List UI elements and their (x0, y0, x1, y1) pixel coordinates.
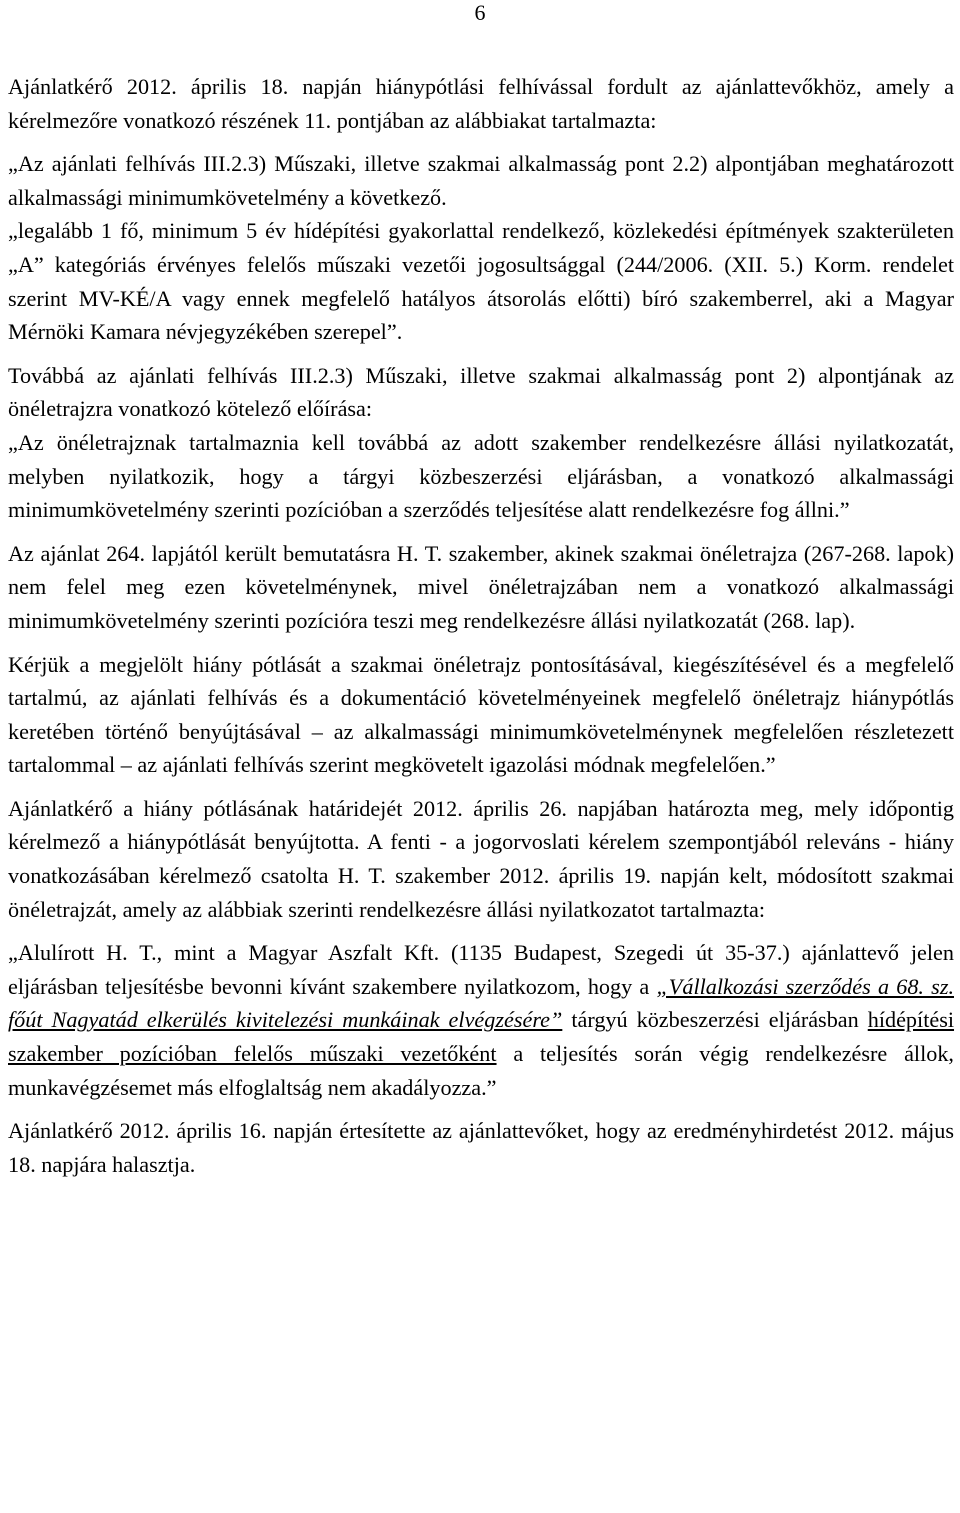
paragraph-quote-criteria: „legalább 1 fő, minimum 5 év hídépítési gyakorlattal rendelkező, közlekedési építmények szakterületen „A” kategóriás érvényes felelős műszaki vezetői jogosultsággal (244/2006. (XII. 5.) Korm. rendelet szerint MV-KÉ/A vagy ennek megfelelő hatályos átsorolás előtti) bíró szakemberrel, aki a Magyar Mérnöki Kamara névjegyzékében szerepel”. (8, 218, 954, 345)
declaration-text-3: a teljesítés során végig rendelkezésre állok, munkavégzésemet más elfoglaltság nem akadályozza.” (8, 1041, 954, 1100)
paragraph-deadline: Ajánlatkérő a hiány pótlásának határidejét 2012. április 26. napjában határozta meg, mely időpontig kérelmező a hiánypótlását benyújtotta. A fenti - a jogorvoslati kérelem szempontjából releváns - hiány vonatkozásában kérelmező csatolta H. T. szakember 2012. április 19. napján kelt, módosított szakmai önéletrajzát, amely az alábbiak szerinti rendelkezésre állási nyilatkozatot tartalmazta: (8, 795, 954, 922)
paragraph-declaration (8, 936, 954, 1104)
document-body (8, 70, 954, 1191)
paragraph-further: Továbbá az ajánlati felhívás III.2.3) Műszaki, illetve szakmai alkalmasság pont 2) alpontjának az önéletrajzra vonatkozó kötelező előírása: (8, 362, 954, 422)
contract-title: „Vállalkozási szerződés a 68. sz. főút Nagyatád elkerülés kivitelezési munkáinak elvégzésére” (8, 973, 954, 1033)
paragraph-request: Kérjük a megjelölt hiány pótlását a szakmai önéletrajz pontosításával, kiegészítésével és a megfelelő tartalmú, az ajánlati felhívás és a dokumentáció követelményeinek megfelelő önéletrajz hiánypótlás keretében történő benyújtásával – az alkalmassági minimumkövetelménynek megfelelően részletezett tartalommal – az ajánlati felhívás szerint megkövetelt igazolási módnak megfelelően.” (8, 651, 954, 778)
page-number: 6 (474, 0, 486, 25)
position-title: hídépítési szakember pozícióban felelős műszaki vezetőként (8, 1007, 955, 1067)
paragraph-cv-requirement: „Az önéletrajznak tartalmaznia kell továbbá az adott szakember rendelkezésre állási nyilatkozatát, melyben nyilatkozik, hogy a tárgyi közbeszerzési eljárásban, a vonatkozó alkalmassági minimumkövetelmény szerinti pozícióban a szerződés teljesítése alatt rendelkezésre fog állni.” (8, 429, 954, 523)
paragraph-quote-requirement: „Az ajánlati felhívás III.2.3) Műszaki, illetve szakmai alkalmasság pont 2.2) alpontjában meghatározott alkalmassági minimumkövetelmény a következő. (8, 151, 954, 210)
declaration-text-2: tárgyú közbeszerzési eljárásban (562, 1007, 868, 1033)
paragraph-intro: Ajánlatkérő 2012. április 18. napján hiánypótlási felhívással fordult az ajánlattevőkhöz, amely a kérelmezőre vonatkozó részének 11. pontjában az alábbiakat tartalmazta: (8, 74, 954, 133)
paragraph-offer-pages: Az ajánlat 264. lapjától került bemutatásra H. T. szakember, akinek szakmai önéletrajza (267-268. lapok) nem felel meg ezen követelménynek, mivel önéletrajzában nem a vonatkozó alkalmassági minimumkövetelmény szerinti pozícióra teszi meg rendelkezésre állási nyilatkozatát (268. lap). (8, 540, 954, 633)
paragraph-postponement: Ajánlatkérő 2012. április 16. napján értesítette az ajánlattevőket, hogy az eredményhirdetést 2012. május 18. napjára halasztja. (8, 1118, 954, 1177)
declaration-text-1: „Alulírott H. T., mint a Magyar Aszfalt Kft. (1135 Budapest, Szegedi út 35-37.) ajánlattevő jelen eljárásban teljesítésbe bevonni kívánt szakembere nyilatkozom, hogy a (8, 940, 954, 999)
